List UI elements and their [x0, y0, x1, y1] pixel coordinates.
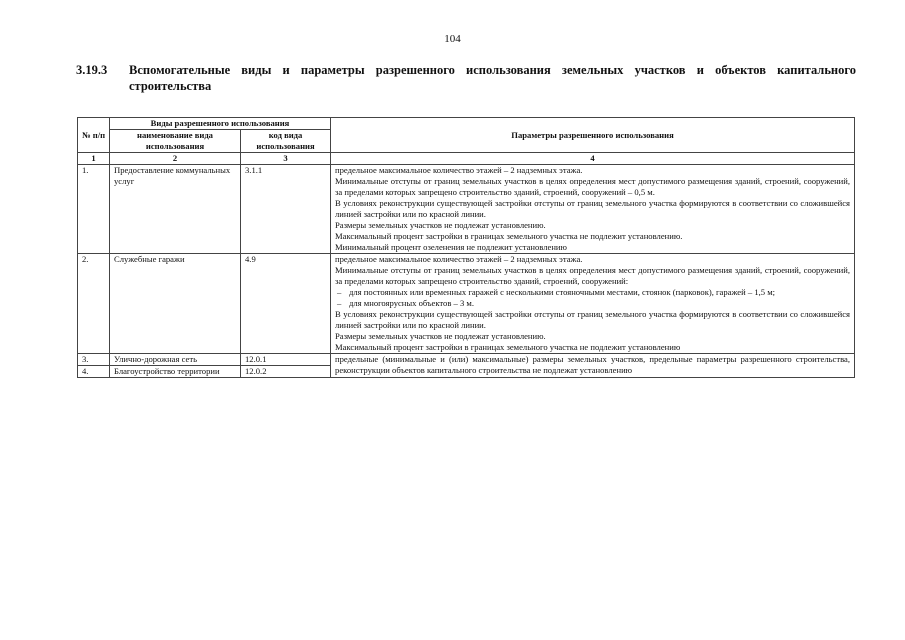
param-line: Минимальные отступы от границ земельных участков в целях определения мест допустимого размещения зданий, строений, сооружений, за пределами которых запрещено строительство зданий, строений, сооружений:: [335, 265, 851, 286]
param-line: Размеры земельных участков не подлежат установлению.: [335, 220, 546, 230]
use-code: 4.9: [241, 254, 331, 354]
use-params-shared: [331, 354, 855, 378]
row-number: 2.: [78, 254, 110, 354]
table-row: [78, 165, 855, 254]
header-use-group: Виды разрешенного использования: [110, 118, 331, 130]
use-name: Благоустройство территории: [110, 366, 241, 378]
use-name: Улично-дорожная сеть: [110, 354, 241, 366]
permitted-use-table: [77, 117, 855, 378]
table-row: [78, 254, 855, 354]
header-row: [78, 118, 855, 130]
column-number-row: [78, 153, 855, 165]
table-row: [78, 354, 855, 366]
param-line: Максимальный процент застройки в границах земельного участка не подлежит установлению.: [335, 231, 683, 241]
param-line: предельное максимальное количество этажей – 2 надземных этажа.: [335, 254, 583, 264]
row-number: 1.: [78, 165, 110, 254]
param-dash-item: – для многоярусных объектов – 3 м.: [335, 298, 850, 309]
use-params: [331, 254, 855, 354]
row-number: 3.: [78, 354, 110, 366]
page-number: 104: [444, 33, 461, 45]
param-line: Минимальный процент озеленения не подлежит установлению: [335, 242, 567, 252]
use-name: Предоставление коммунальных услуг: [110, 165, 241, 254]
param-line: Размеры земельных участков не подлежат установлению.: [335, 331, 546, 341]
header-use-code: код вида использования: [241, 130, 331, 153]
param-line: предельное максимальное количество этажей – 2 надземных этажа.: [335, 165, 583, 175]
use-code: 12.0.2: [241, 366, 331, 378]
param-line: предельные (минимальные и (или) максимальные) размеры земельных участков, предельные параметры разрешенного строительства, реконструкции объектов капитального строительства не подлежат установлению: [335, 354, 851, 375]
param-line: Максимальный процент застройки в границах земельного участка не подлежит установлению: [335, 342, 681, 352]
use-code: 3.1.1: [241, 165, 331, 254]
section-number: 3.19.3: [76, 63, 108, 77]
header-params: Параметры разрешенного использования: [331, 118, 855, 153]
column-number: 3: [241, 153, 331, 165]
use-params: [331, 165, 855, 254]
header-use-name: наименование вида использования: [110, 130, 241, 153]
column-number: 1: [78, 153, 110, 165]
column-number: 4: [331, 153, 855, 165]
header-num: № п/п: [78, 118, 110, 153]
row-number: 4.: [78, 366, 110, 378]
param-line: Минимальные отступы от границ земельных участков в целях определения мест допустимого размещения зданий, строений, сооружений, за пределами которых запрещено строительство зданий, строений, сооружений – 0,5 м.: [335, 176, 851, 197]
param-line: В условиях реконструкции существующей застройки отступы от границ земельного участка формируются в соответствии со сложившейся линией застройки или по красной линии.: [335, 198, 851, 219]
param-line: В условиях реконструкции существующей застройки отступы от границ земельного участка формируются в соответствии со сложившейся линией застройки или по красной линии.: [335, 309, 851, 330]
use-code: 12.0.1: [241, 354, 331, 366]
column-number: 2: [110, 153, 241, 165]
use-name: Служебные гаражи: [110, 254, 241, 354]
section-heading: [76, 62, 856, 94]
section-title: Вспомогательные виды и параметры разрешенного использования земельных участков и объектов капитального строительства: [129, 63, 856, 93]
param-dash-item: – для постоянных или временных гаражей с несколькими стояночными местами, стоянок (парковок), гаражей – 1,5 м;: [335, 287, 850, 298]
